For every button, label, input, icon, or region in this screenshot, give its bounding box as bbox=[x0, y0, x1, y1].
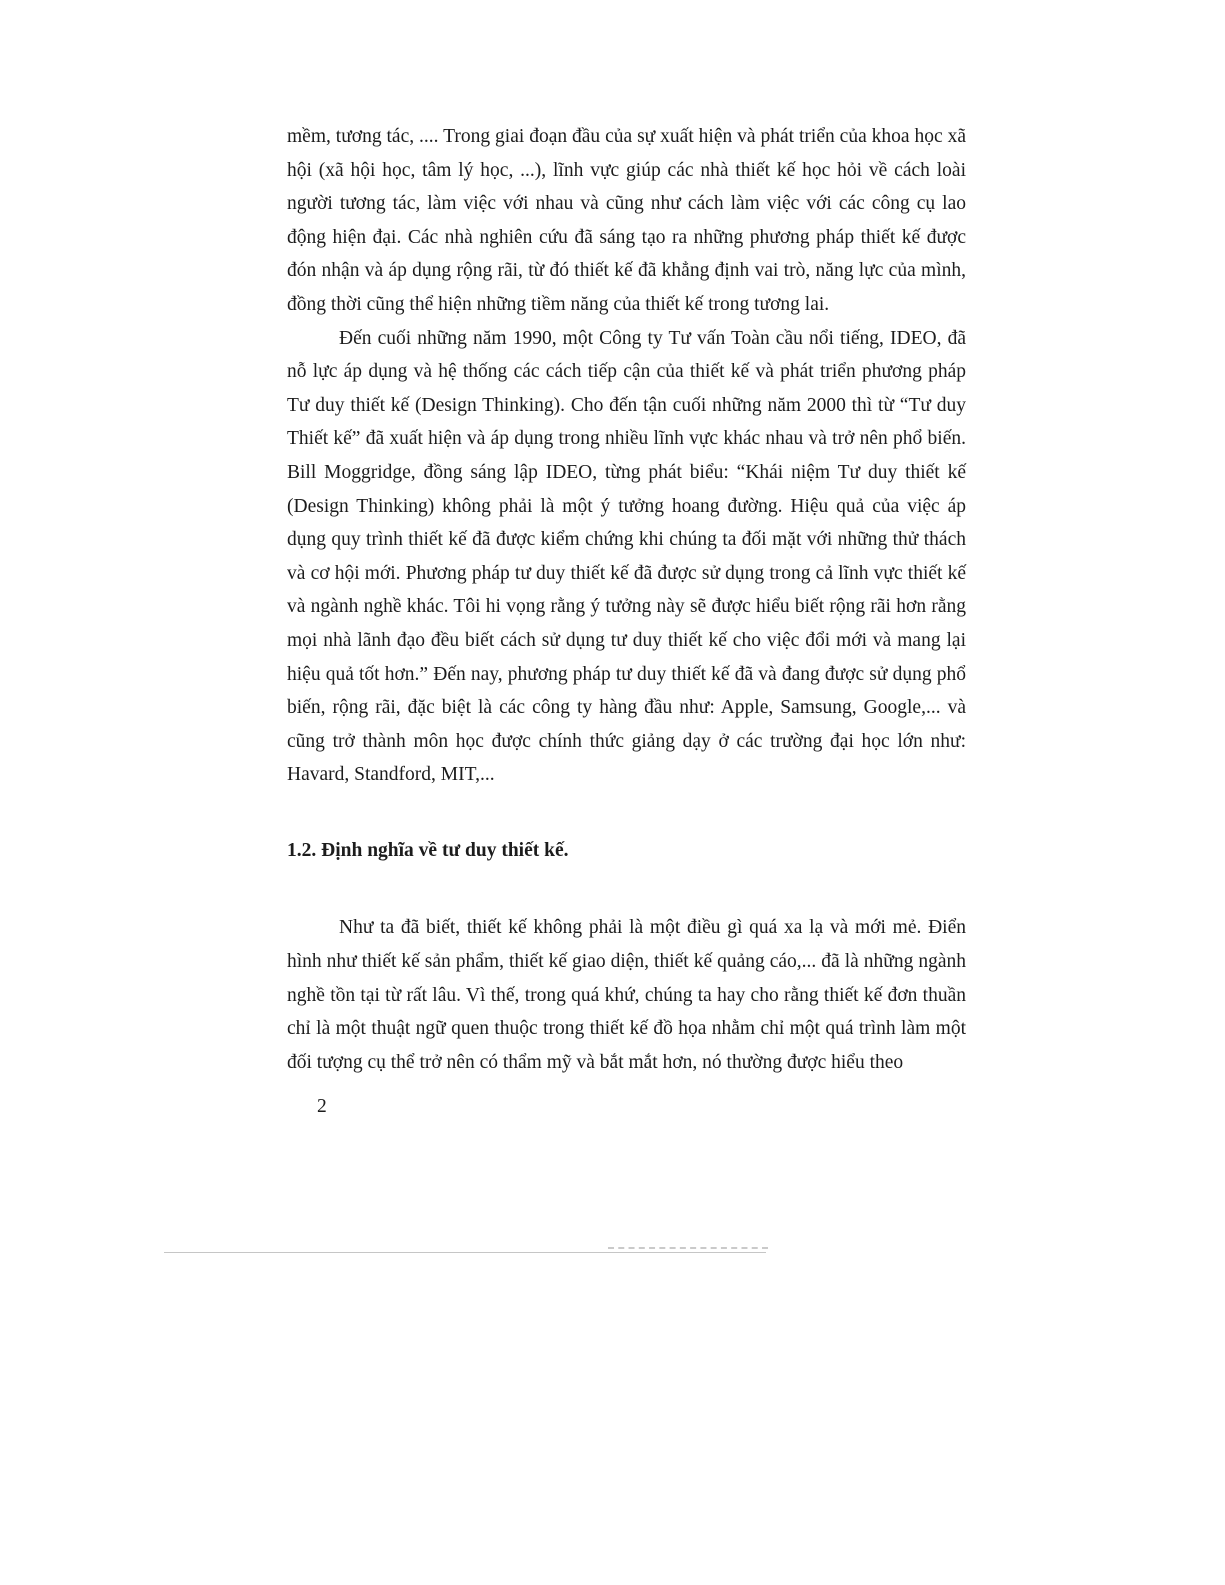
document-body bbox=[287, 120, 966, 1079]
footer-divider bbox=[164, 1252, 766, 1253]
paragraph: mềm, tương tác, .... Trong giai đoạn đầu của sự xuất hiện và phát triển của khoa học xã hội (xã hội học, tâm lý học, ...), lĩnh vực giúp các nhà thiết kế học hỏi về cách loài người tương tác, làm việc với nhau và cũng như cách làm việc với các công cụ lao động hiện đại. Các nhà nghiên cứu đã sáng tạo ra những phương pháp thiết kế được đón nhận và áp dụng rộng rãi, từ đó thiết kế đã khẳng định vai trò, năng lực của mình, đồng thời cũng thể hiện những tiềm năng của thiết kế trong tương lai. bbox=[287, 126, 966, 315]
page-number: 2 bbox=[317, 1096, 327, 1117]
footer-divider-dashes bbox=[608, 1247, 768, 1249]
section-heading: 1.2. Định nghĩa về tư duy thiết kế. bbox=[287, 839, 569, 861]
paragraph: Đến cuối những năm 1990, một Công ty Tư vấn Toàn cầu nổi tiếng, IDEO, đã nỗ lực áp dụng và hệ thống các cách tiếp cận của thiết kế và phát triển phương pháp Tư duy thiết kế (Design Thinking). Cho đến tận cuối những năm 2000 thì từ “Tư duy Thiết kế” đã xuất hiện và áp dụng trong nhiều lĩnh vực khác nhau và trở nên phổ biến. Bill Moggridge, đồng sáng lập IDEO, từng phát biểu: “Khái niệm Tư duy thiết kế (Design Thinking) không phải là một ý tưởng hoang đường. Hiệu quả của việc áp dụng quy trình thiết kế đã được kiểm chứng khi chúng ta đối mặt với những thử thách và cơ hội mới. Phương pháp tư duy thiết kế đã được sử dụng trong cả lĩnh vực thiết kế và ngành nghề khác. Tôi hi vọng rằng ý tưởng này sẽ được hiểu biết rộng rãi hơn rằng mọi nhà lãnh đạo đều biết cách sử dụng tư duy thiết kế cho việc đổi mới và mang lại hiệu quả tốt hơn.” Đến nay, phương pháp tư duy thiết kế đã và đang được sử dụng phổ biến, rộng rãi, đặc biệt là các công ty hàng đầu như: Apple, Samsung, Google,... và cũng trở thành môn học được chính thức giảng dạy ở các trường đại học lớn như: Havard, Standford, MIT,... bbox=[287, 327, 966, 786]
paragraph: Như ta đã biết, thiết kế không phải là một điều gì quá xa lạ và mới mẻ. Điển hình như thiết kế sản phẩm, thiết kế giao diện, thiết kế quảng cáo,... đã là những ngành nghề tồn tại từ rất lâu. Vì thế, trong quá khứ, chúng ta hay cho rằng thiết kế đơn thuần chỉ là một thuật ngữ quen thuộc trong thiết kế đồ họa nhằm chỉ một quá trình làm một đối tượng cụ thể trở nên có thẩm mỹ và bắt mắt hơn, nó thường được hiểu theo bbox=[287, 917, 966, 1073]
